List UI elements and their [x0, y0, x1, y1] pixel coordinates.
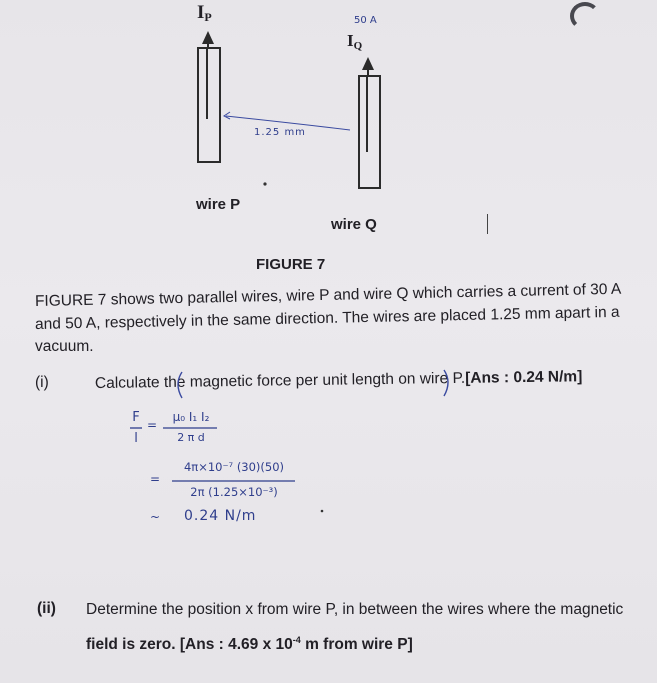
lhs-numerator: F — [132, 410, 140, 425]
lhs-denominator: l — [134, 431, 138, 446]
approx-sign: ~ — [150, 510, 161, 524]
question-1-answer: [Ans : 0.24 N/m] — [465, 368, 583, 387]
equals-1: = — [147, 418, 158, 432]
figure-caption: FIGURE 7 — [256, 256, 326, 273]
formula-denominator: 2 π d — [177, 431, 205, 444]
question-1-prompt: Calculate the magnetic force per unit length on wire P. — [94, 369, 466, 392]
final-result: 0.24 N/m — [184, 508, 257, 524]
handwritten-distance: 1.25 mm — [254, 127, 306, 138]
question-1-number: (i) — [35, 374, 49, 391]
equals-2: = — [150, 472, 161, 486]
bracket-left — [178, 372, 182, 398]
question-2-line-2: field is zero. [Ans : 4.69 x $10^{-4}$ m from wire P] — [86, 635, 413, 653]
para-line-1: FIGURE 7 shows two parallel wires, wire P and wire Q which carries a current of 30 A — [34, 280, 622, 310]
handwritten-current-q: 50 A — [354, 15, 377, 26]
para-line-3: vacuum. — [35, 338, 94, 355]
current-label-ip: $I_P$ — [197, 2, 212, 24]
substitution-numerator: 4π×10⁻⁷ (30)(50) — [183, 460, 285, 474]
para-line-2: and 50 A, respectively in the same direction. The wires are placed 1.25 mm apart in a — [34, 303, 620, 333]
formula-numerator: μ₀ I₁ I₂ — [172, 410, 210, 424]
ink-dot-2 — [321, 510, 324, 513]
substitution-denominator: 2π (1.25×10⁻³) — [190, 485, 278, 499]
question-2-number: (ii) — [37, 600, 56, 617]
question-2-line-1: Determine the position x from wire P, in between the wires where the magnetic — [86, 601, 624, 618]
wire-q-label: wire Q — [331, 216, 377, 233]
bracket-right — [444, 370, 448, 396]
current-label-iq: $I_Q$ — [347, 31, 363, 52]
wire-p-label: wire P — [196, 196, 241, 213]
